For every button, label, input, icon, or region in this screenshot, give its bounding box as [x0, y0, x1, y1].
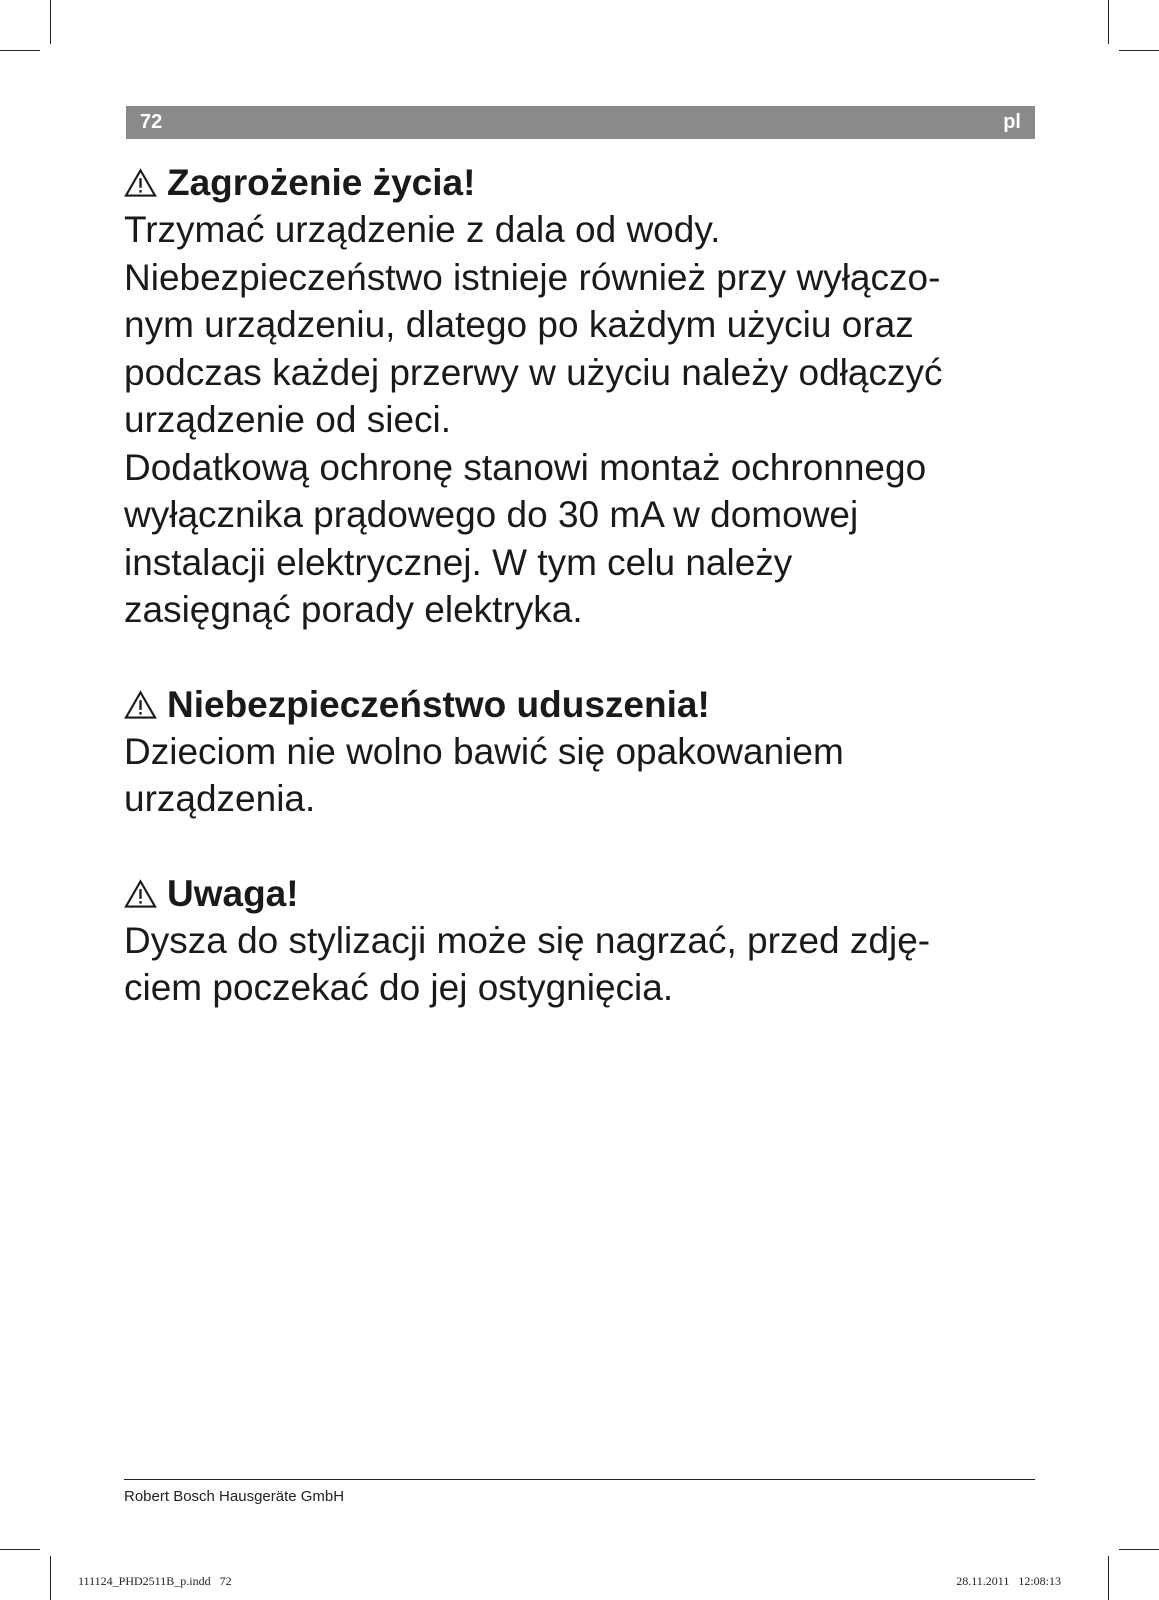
crop-mark [1119, 50, 1159, 51]
warning-section-life [124, 160, 1024, 634]
warning-triangle-icon [124, 690, 157, 720]
body-line: Dzieciom nie wolno bawić się opakowaniem [124, 730, 844, 772]
body-line: Dysza do stylizacji może się nagrzać, przed zdję- [124, 919, 931, 961]
section-body [124, 917, 1024, 1012]
section-heading [124, 682, 1024, 728]
body-line: urządzenia. [124, 778, 316, 819]
body-line: podczas każdej przerwy w użyciu należy odłączyć [124, 351, 943, 393]
body-line: zasięgnąć porady elektryka. [124, 589, 583, 630]
warning-section-suffocation [124, 682, 1024, 823]
body-line: Niebezpieczeństwo istnieje również przy wyłączo- [124, 256, 941, 298]
crop-mark [1108, 1556, 1109, 1600]
main-content [124, 160, 1024, 1060]
section-body [124, 206, 1024, 634]
footer-divider [124, 1479, 1035, 1480]
section-heading-text: Uwaga! [167, 872, 299, 914]
section-body [124, 728, 1024, 823]
crop-mark [0, 50, 40, 51]
crop-mark [0, 1549, 40, 1550]
print-slug-date: 28.11.2011 12:08:13 [956, 1574, 1061, 1588]
footer-company: Robert Bosch Hausgeräte GmbH [124, 1488, 345, 1505]
section-heading [124, 160, 1024, 206]
warning-section-caution [124, 871, 1024, 1012]
print-slug-file: 111124_PHD2511B_p.indd 72 [78, 1574, 232, 1588]
crop-mark [1108, 0, 1109, 44]
body-line: wyłącznika prądowego do 30 mA w domowej [124, 494, 859, 535]
page-number: 72 [140, 111, 163, 133]
body-line: Dodatkową ochronę stanowi montaż ochronnego [124, 446, 927, 488]
body-line: instalacji elektrycznej. W tym celu należy [124, 541, 793, 583]
crop-mark [50, 1556, 51, 1600]
warning-triangle-icon [124, 168, 157, 198]
warning-triangle-icon [124, 879, 157, 909]
section-heading [124, 871, 1024, 917]
crop-mark [50, 0, 51, 44]
language-code: pl [1003, 111, 1021, 133]
section-heading-text: Zagrożenie życia! [167, 162, 476, 203]
body-line: Trzymać urządzenie z dala od wody. [124, 209, 721, 250]
section-heading-text: Niebezpieczeństwo uduszenia! [167, 683, 710, 725]
page-header-bar [126, 106, 1035, 139]
crop-mark [1119, 1549, 1159, 1550]
body-line: nym urządzeniu, dlatego po każdym użyciu oraz [124, 304, 914, 345]
body-line: urządzenie od sieci. [124, 399, 452, 440]
body-line: ciem poczekać do jej ostygnięcia. [124, 967, 674, 1008]
